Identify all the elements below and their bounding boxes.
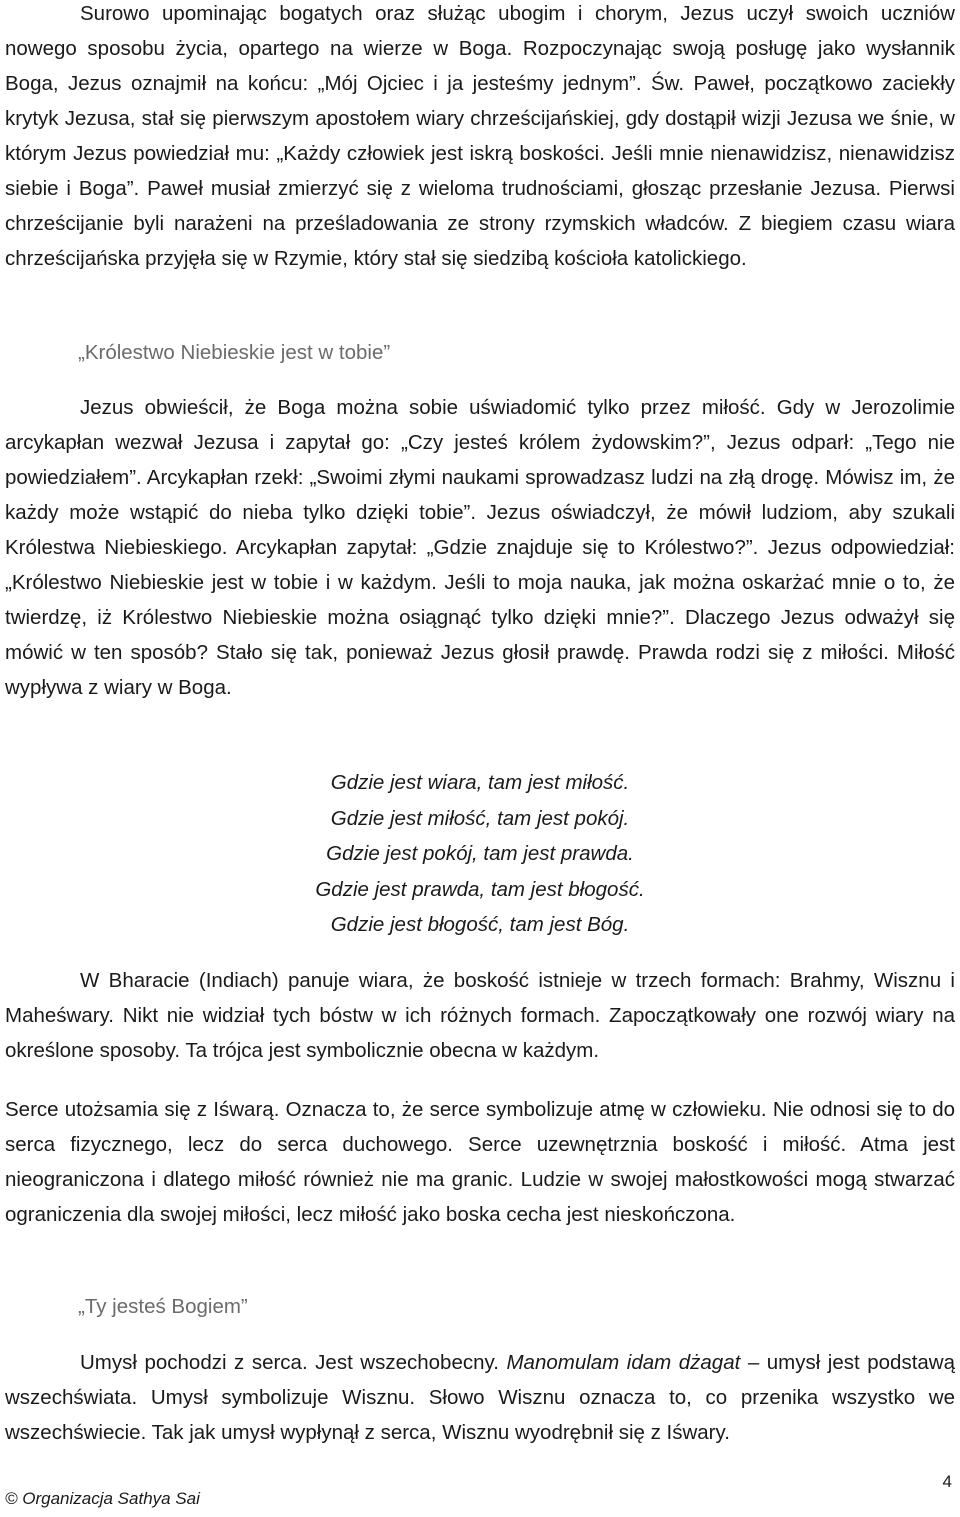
footer-copyright: © Organizacja Sathya Sai (5, 1489, 200, 1508)
poem-line: Gdzie jest wiara, tam jest miłość. (330, 771, 630, 794)
paragraph-5-text-rest: – umysł jest podstawą wszechświata. Umysł symbolizuje Wisznu. Słowo Wisznu oznacza to, co przenika wszystko we wszechświecie. Tak jak umysł wypłynął z serca, Wisznu wyodrębnił się z Iśwary. (5, 1351, 955, 1444)
paragraph-1: Surowo upominając bogatych oraz służąc ubogim i chorym, Jezus uczył swoich uczniów nowego sposobu życia, opartego na wierze w Boga. Rozpoczynając swoją posługę jako wysłannik Boga, Jezus oznajmił na końcu: „Mój Ojciec i ja jesteśmy jednym”. Św. Paweł, początkowo zaciekły krytyk Jezusa, stał się pierwszym apostołem wiary chrześcijańskiej, gdy dostąpił wizji Jezusa we śnie, w którym Jezus powiedział mu: „Każdy człowiek jest iskrą boskości. Jeśli mnie nienawidzisz, nienawidzisz siebie i Boga”. Paweł musiał zmierzyć się z wieloma trudnościami, głosząc przesłanie Jezusa. Pierwsi chrześcijanie byli narażeni na prześladowania ze strony rzymskich władców. Z biegiem czasu wiara chrześcijańska przyjęła się w Rzymie, który stał się siedzibą kościoła katolickiego. (5, 2, 955, 270)
poem (0, 765, 960, 943)
poem-line: Gdzie jest prawda, tam jest błogość. (315, 877, 645, 901)
paragraph-4: Serce utożsamia się z Iśwarą. Oznacza to, że serce symbolizuje atmę w człowieku. Nie odnosi się to do serca fizycznego, lecz do serca duchowego. Serce uzewnętrznia boskość i miłość. Atma jest nieograniczona i dlatego miłość również nie ma granic. Ludzie w swojej małostkowości mogą stwarzać ograniczenia dla swojej miłości, lecz miłość jako boska cecha jest nieskończona. (5, 1098, 955, 1226)
sanskrit-phrase: Manomulam idam dżagat (506, 1351, 741, 1374)
paragraph-5-text: Umysł pochodzi z serca. Jest wszechobecny. (80, 1351, 507, 1374)
section-heading-kingdom: „Królestwo Niebieskie jest w tobie” (78, 341, 391, 364)
section-heading-you-are-god: „Ty jesteś Bogiem” (78, 1295, 248, 1318)
paragraph-5 (5, 1345, 955, 1450)
paragraph-2: Jezus obwieścił, że Boga można sobie uświadomić tylko przez miłość. Gdy w Jerozolimie arcykapłan wezwał Jezusa i zapytał go: „Czy jesteś królem żydowskim?”, Jezus odparł: „Tego nie powiedziałem”. Arcykapłan rzekł: „Swoimi złymi naukami sprowadzasz ludzi na złą drogę. Mówisz im, że każdy może wstąpić do nieba tylko dzięki tobie”. Jezus oświadczył, że mówił ludziom, aby szukali Królestwa Niebieskiego. Arcykapłan zapytał: „Gdzie znajduje się to Królestwo?”. Jezus odpowiedział: „Królestwo Niebieskie jest w tobie i w każdym. Jeśli to moja nauka, jak można oskarżać mnie o to, że twierdzę, iż Królestwo Niebieskie można osiągnąć tylko dzięki mnie?”. Dlaczego Jezus odważył się mówić w ten sposób? Stało się tak, ponieważ Jezus głosił prawdę. Prawda rodzi się z miłości. Miłość wypływa z wiary w Boga. (5, 396, 955, 699)
page-number: 4 (942, 1472, 952, 1491)
paragraph-3: W Bharacie (Indiach) panuje wiara, że boskość istnieje w trzech formach: Brahmy, Wisznu i Maheśwary. Nikt nie widział tych bóstw w ich różnych formach. Zapoczątkowały one rozwój wiary na określone sposoby. Ta trójca jest symbolicznie obecna w każdym. (5, 969, 955, 1062)
poem-line: Gdzie jest pokój, tam jest prawda. (326, 842, 634, 865)
poem-line: Gdzie jest miłość, tam jest pokój. (330, 806, 630, 830)
poem-line: Gdzie jest błogość, tam jest Bóg. (330, 913, 630, 936)
